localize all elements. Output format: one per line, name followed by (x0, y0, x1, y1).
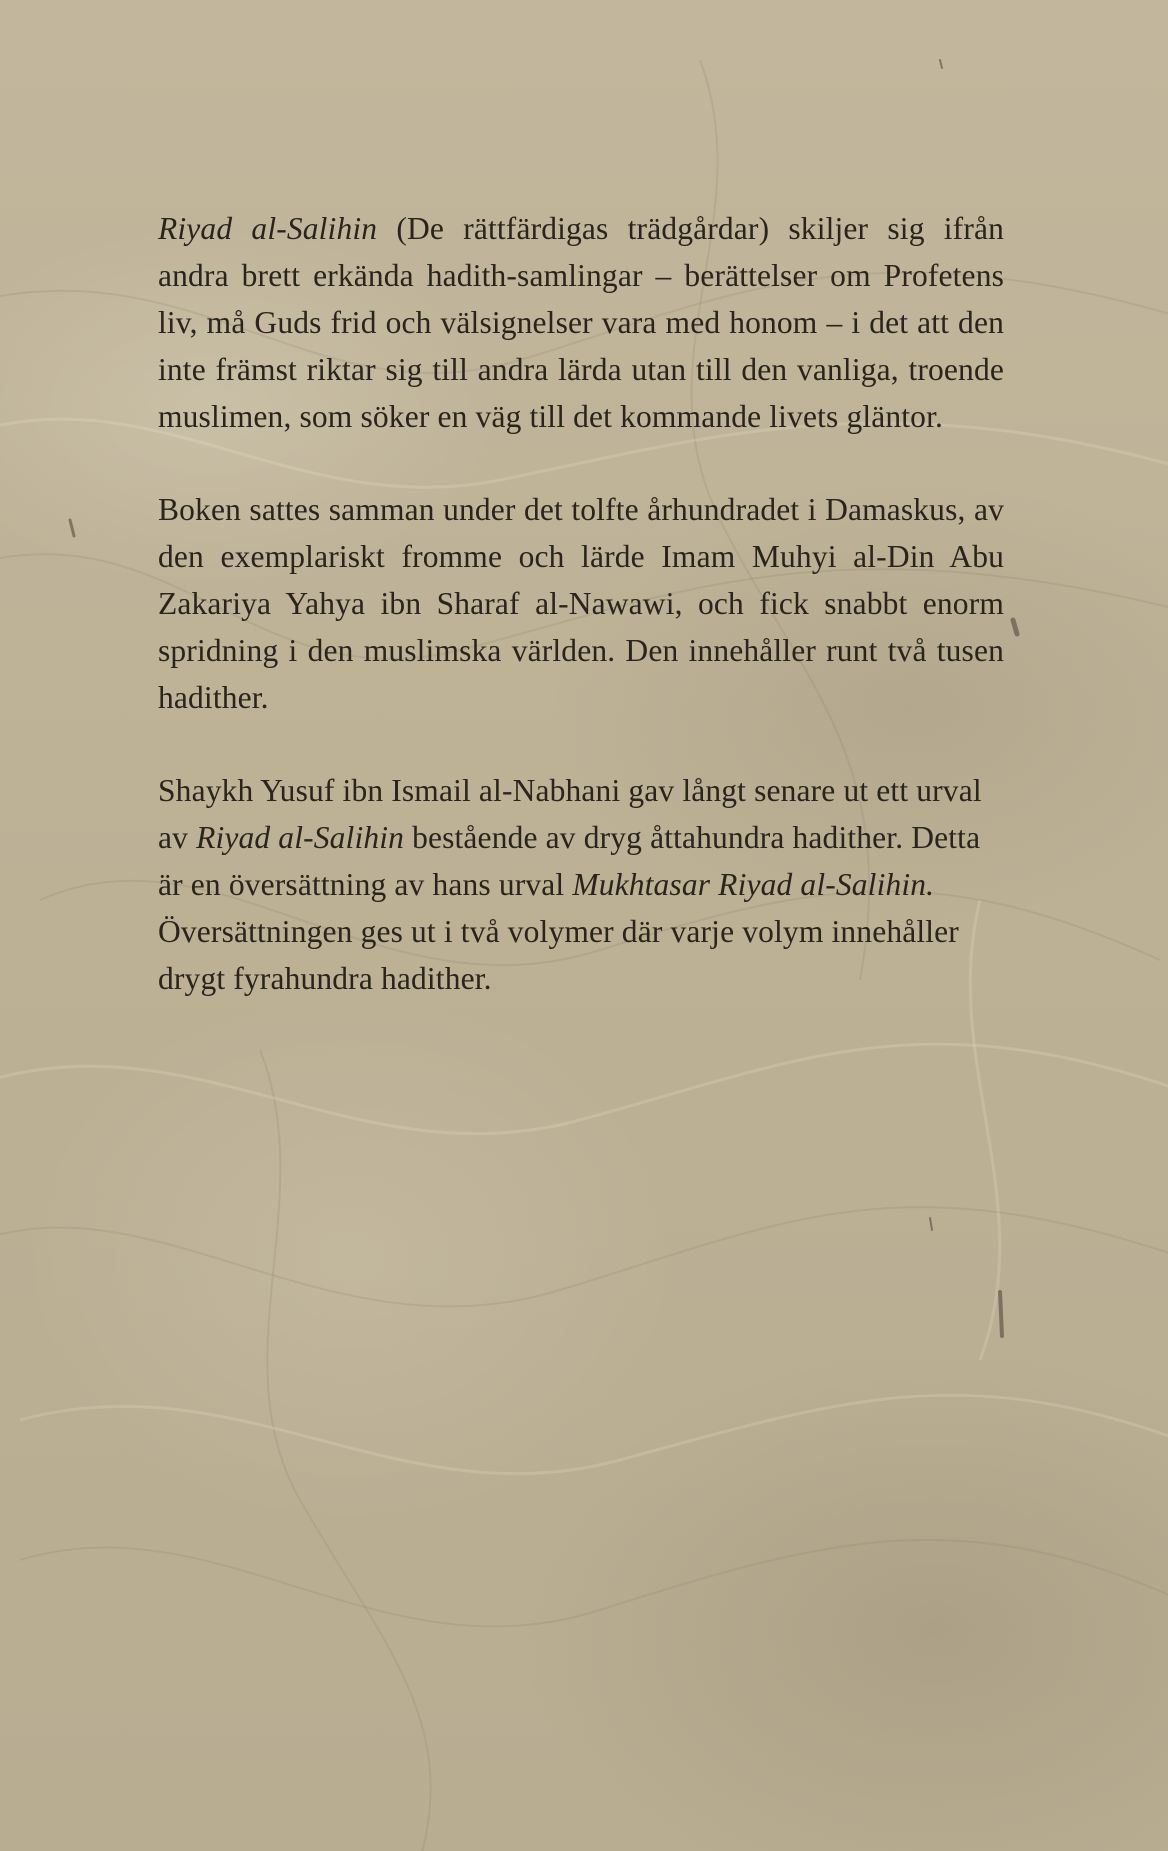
paragraph-intro (158, 205, 1004, 440)
paragraph-translation (158, 767, 1004, 1002)
description-text-block (158, 205, 1004, 1048)
book-title-italic: Mukhtasar Riyad al-Salihin. (572, 867, 935, 902)
paragraph-text: Boken sattes samman under det tolfte århundradet i Damaskus, av den exemplariskt fromme och lärde Imam Muhyi al-Din Abu Zakariya Yahya ibn Sharaf al-Nawawi, och fick snabbt enorm spridning i den muslimska världen. Den innehåller runt två tusen hadither. (158, 492, 1004, 715)
paragraph-text: Shaykh Yusuf ibn Ismail al-Nabhani gav långt senare ut ett urval av (158, 773, 982, 855)
paragraph-text: bestående av dryg åttahundra hadither. Detta är en översättning av hans urval (158, 820, 981, 902)
paragraph-text: (De rättfärdigas trädgårdar) skiljer sig ifrån andra brett erkända hadith-samlingar – berättelser om Profetens liv, må Guds frid och välsignelser vara med honom – i det att den inte främst riktar sig till andra lärda utan till den vanliga, troende muslimen, som söker en väg till det kommande livets gläntor. (158, 211, 1004, 434)
book-title-italic: Riyad al-Salihin (158, 211, 378, 246)
paragraph-text: Översättningen ges ut i två volymer där varje volym innehåller drygt fyrahundra hadither. (158, 914, 959, 996)
book-title-italic: Riyad al-Salihin (196, 820, 405, 855)
paragraph-history (158, 486, 1004, 721)
